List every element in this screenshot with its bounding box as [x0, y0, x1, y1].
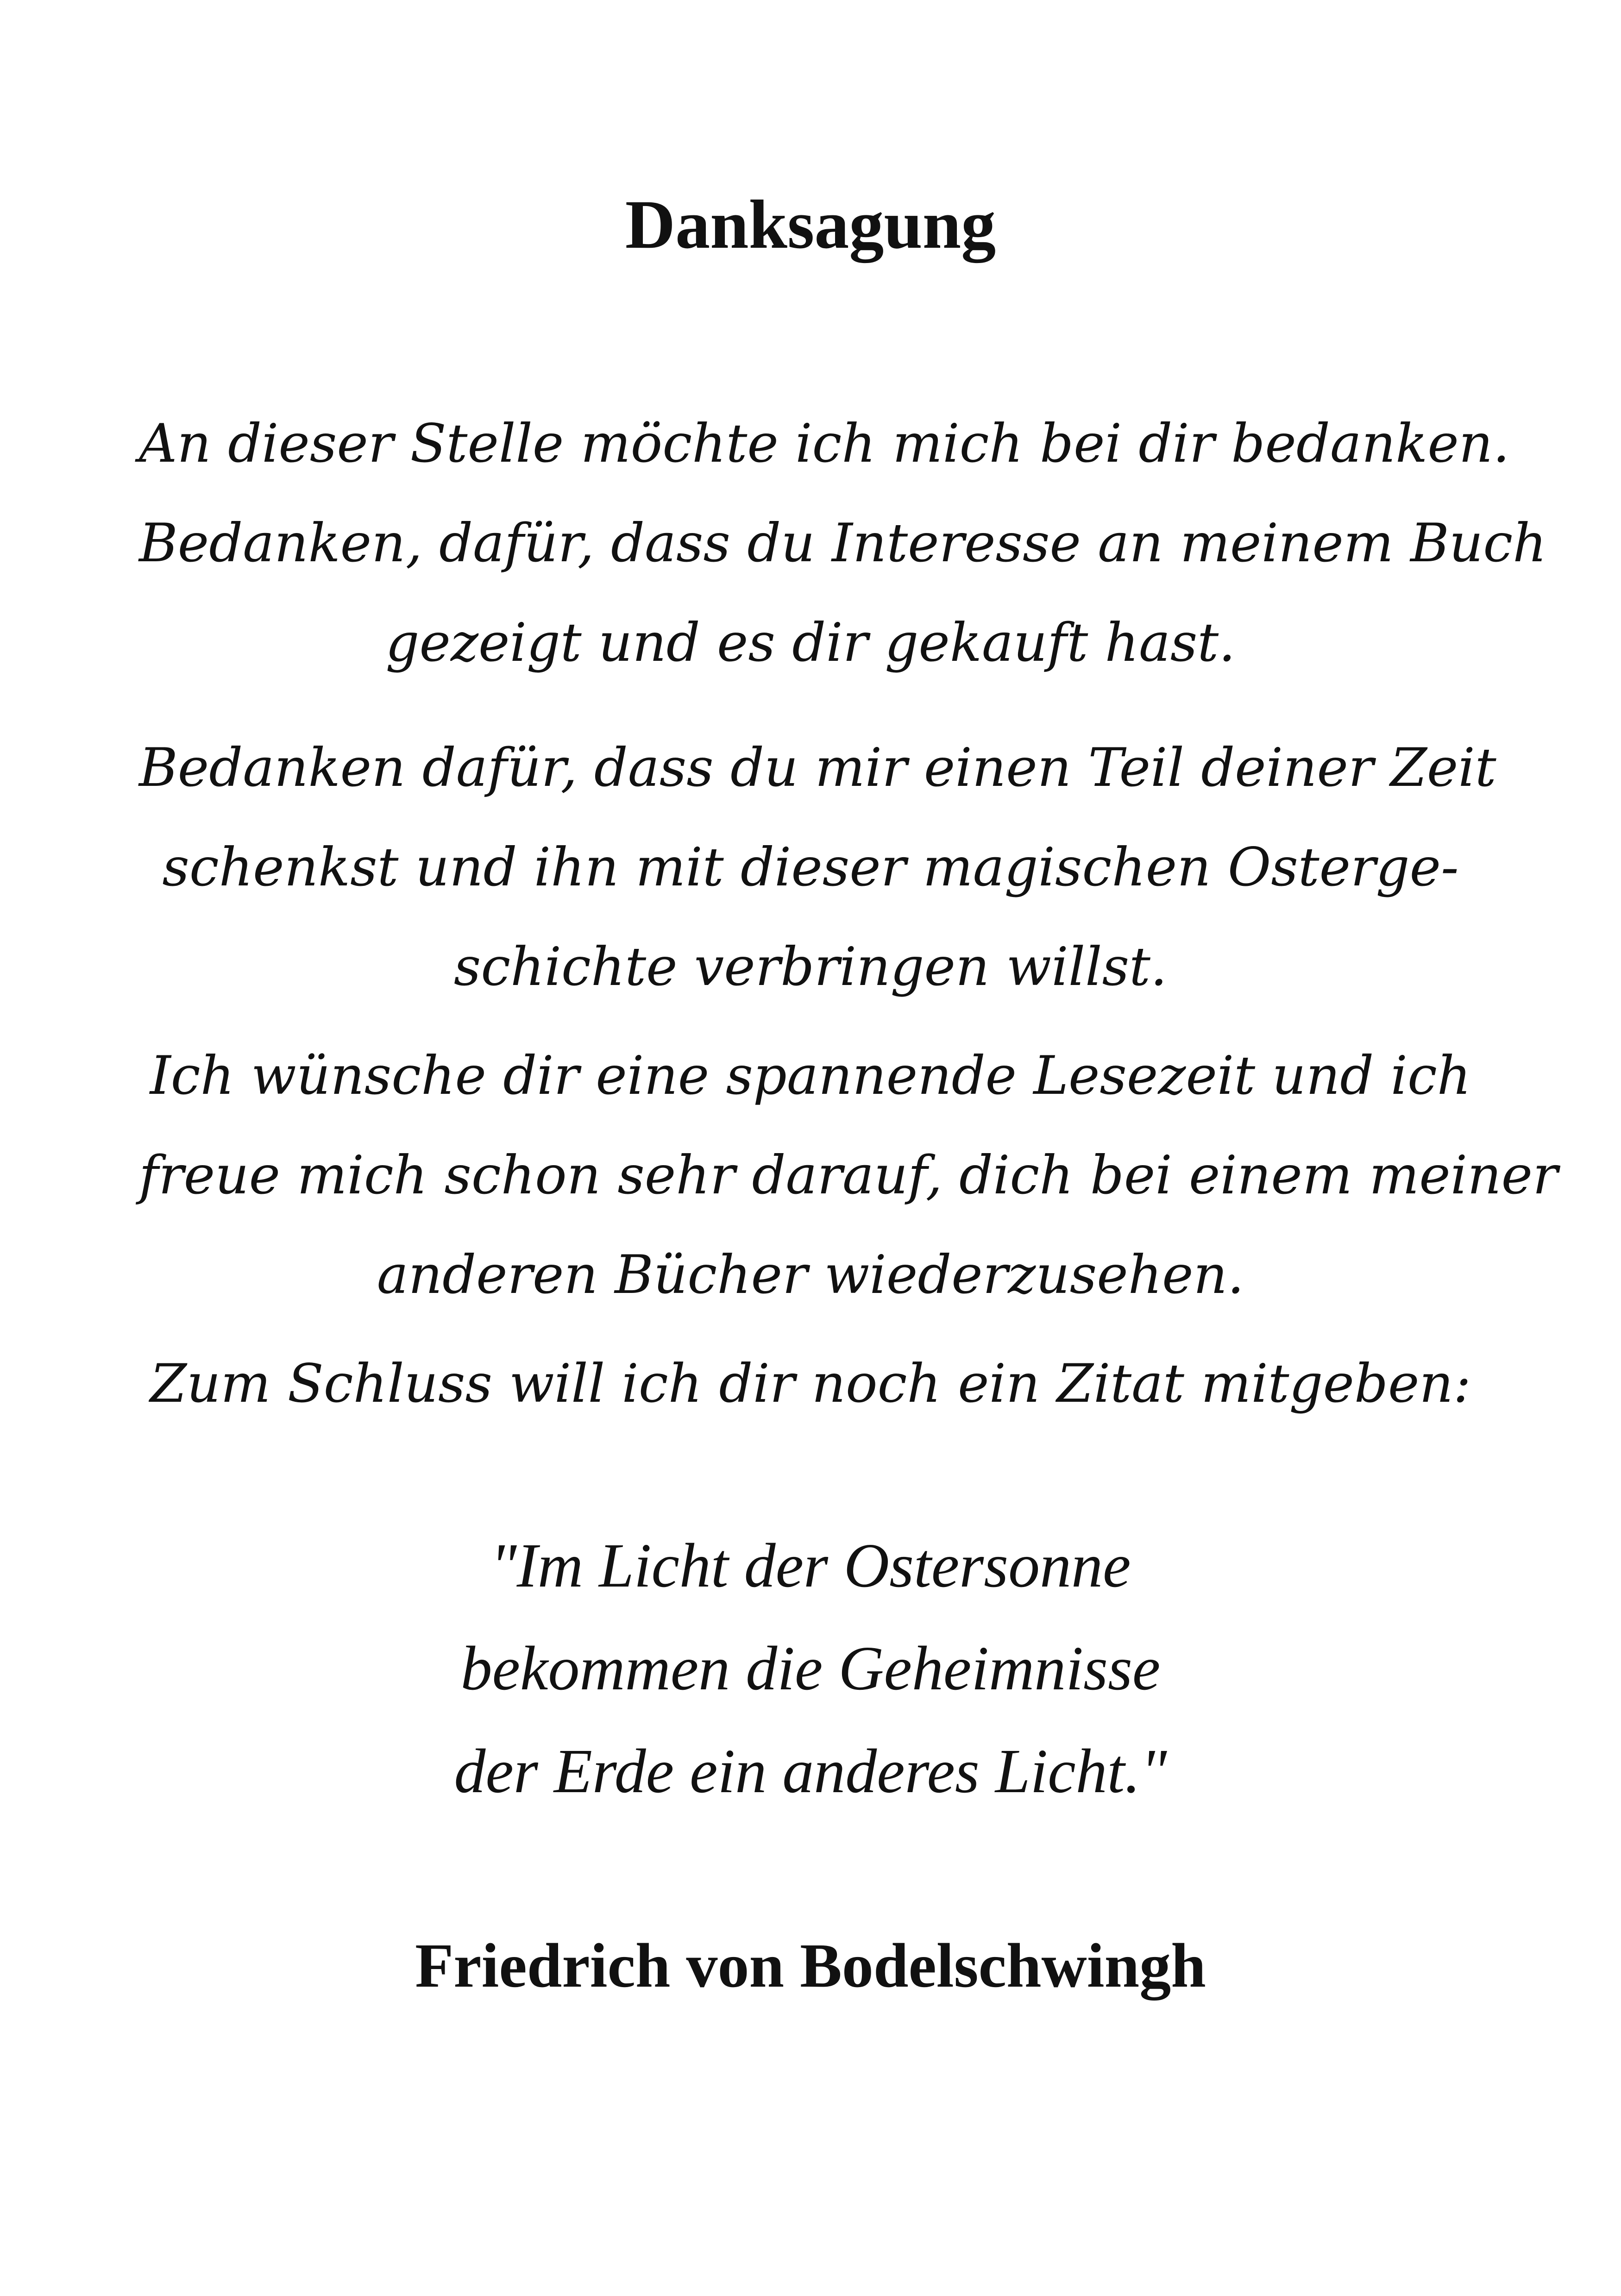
paragraph-thanks-time — [139, 718, 1496, 1016]
quote-line: "Im Licht der Ostersonne — [490, 1531, 1131, 1600]
text-line: schenkst und ihn mit dieser magischen Osterge- — [162, 836, 1459, 898]
text-line: Zum Schluss will ich dir noch ein Zitat mitgeben: — [150, 1353, 1471, 1414]
text-line: Bedanken dafür, dass du mir einen Teil deiner Zeit — [139, 737, 1496, 798]
paragraph-thanks-interest — [139, 394, 1547, 692]
paragraph-wishes — [139, 1026, 1558, 1324]
text-line: freue mich schon sehr darauf, dich bei einem meiner — [139, 1144, 1558, 1206]
text-line: anderen Bücher wiederzusehen. — [377, 1244, 1244, 1305]
quote-line: bekommen die Geheimnisse — [460, 1634, 1161, 1703]
quote-line: der Erde ein anderes Licht." — [454, 1737, 1167, 1806]
text-line: gezeigt und es dir gekauft hast. — [385, 612, 1236, 673]
page-title: Danksagung — [625, 186, 996, 263]
text-line: schichte verbringen willst. — [453, 936, 1168, 997]
text-line: Ich wünsche dir eine spannende Lesezeit und ich — [150, 1045, 1471, 1106]
quote-author: Friedrich von Bodelschwingh — [415, 1931, 1206, 2001]
text-line: Bedanken, dafür, dass du Interesse an meinem Buch — [139, 512, 1547, 574]
text-line: An dieser Stelle möchte ich mich bei dir bedanken. — [139, 413, 1510, 474]
paragraph-quote-intro — [139, 1334, 1482, 1433]
quote — [0, 1514, 1621, 1823]
